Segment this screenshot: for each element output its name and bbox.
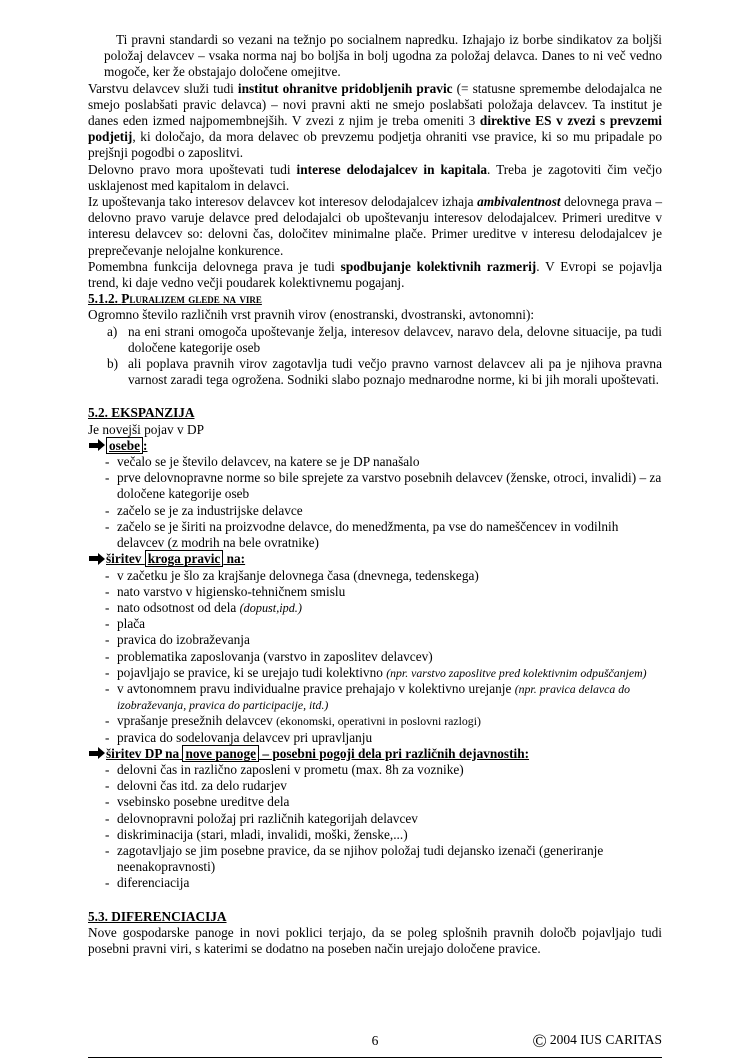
text-run: . Treba je zagotoviti čim večjo usklajenost med kapitalom in delavci. <box>88 161 662 193</box>
copyright <box>532 1031 662 1053</box>
section-heading-5-2 <box>88 405 662 421</box>
list-item-text: plača <box>117 616 146 632</box>
list-item <box>88 713 662 729</box>
paragraph-diferenciacija <box>88 925 662 957</box>
heading-number: 5.1.2. <box>88 291 118 307</box>
arrow-bullet-icon <box>89 751 98 756</box>
list-item-note: (dopust,ipd.) <box>239 600 302 615</box>
dash-marker: - <box>105 875 110 891</box>
arrow-bullet-icon <box>89 443 98 448</box>
document-content <box>88 32 662 957</box>
arrow-heading-pravice <box>89 551 662 567</box>
text-run-bold: direktive ES v zvezi s prevzemi podjetij <box>88 113 662 145</box>
dash-marker: - <box>105 761 110 777</box>
list-item <box>88 843 662 875</box>
text-run: Ogromno število različnih vrst pravnih virov (enostranski, dvostranski, avtonomni): <box>88 307 535 323</box>
paragraph-pojav <box>88 422 662 438</box>
list-item <box>88 632 662 648</box>
text-run: Delovno pravo mora upoštevati tudi <box>88 161 297 177</box>
section-heading-5-1-2 <box>88 291 662 307</box>
dash-marker: - <box>105 616 110 632</box>
dash-marker: - <box>105 842 110 858</box>
text-run: Pomembna funkcija delovnega prava je tudi <box>88 258 341 274</box>
dash-marker: - <box>105 713 110 729</box>
dash-marker: - <box>105 567 110 583</box>
list-item-b <box>88 356 662 388</box>
list-item-text: pravica do sodelovanja delavcev pri upravljanju <box>117 729 373 745</box>
paragraph-kolektivna <box>88 259 662 291</box>
heading-title: 5.3. DIFERENCIACIJA <box>88 908 227 924</box>
text-run-bold-italic: ambivalentnost <box>477 194 561 210</box>
text-run-bold: spodbujanje kolektivnih razmerij <box>340 258 537 274</box>
list-item-text: začelo se je širiti na proizvodne delavce, do menedžmenta, pa vse do nameščencev in vodilnih delavcev (z modrih na bele ovratnike) <box>117 518 619 551</box>
text-run: širitev DP na <box>106 745 183 761</box>
list-item <box>88 649 662 665</box>
copyright-icon: © <box>532 1031 547 1052</box>
list-item <box>88 827 662 843</box>
text-run-bold: interese delodajalcev in kapitala <box>296 161 488 177</box>
heading-title: Pluralizem glede na vire <box>121 291 262 307</box>
dash-marker: - <box>105 454 110 470</box>
list-item-text: nato varstvo v higiensko-tehničnem smislu <box>117 583 346 599</box>
list-item-text: prve delovnopravne norme so bile sprejete za varstvo posebnih delavcev (ženske, otroci, invalidi) – za določene kategorije oseb <box>117 470 662 502</box>
dash-marker: - <box>105 680 110 696</box>
list-item-text: na eni strani omogoča upoštevanje želja, interesov delavcev, naravo dela, delovne situacije, pa tudi določene kategorije oseb <box>128 323 662 355</box>
list-item-text: vprašanje presežnih delavcev <box>117 713 277 729</box>
list-item <box>88 762 662 778</box>
paragraph-ambivalentnost <box>88 194 662 259</box>
arrow-heading-panoge <box>89 746 662 762</box>
text-run: Iz upoštevanja tako interesov delavcev kot interesov delodajalcev izhaja <box>88 194 478 210</box>
list-item <box>88 470 662 502</box>
footer-rule <box>88 1057 662 1058</box>
list-item <box>88 875 662 891</box>
list-item <box>88 681 662 713</box>
list-item-text: pravica do izobraževanja <box>117 632 250 648</box>
text-run-bold: institut ohranitve pridobljenih pravic <box>237 80 453 96</box>
page-footer <box>88 1033 662 1053</box>
list-item <box>88 794 662 810</box>
dash-marker: - <box>105 810 110 826</box>
paragraph-viri <box>88 307 662 323</box>
list-item-text: diferenciacija <box>117 875 190 891</box>
copyright-text: 2004 IUS CARITAS <box>549 1032 662 1047</box>
section-heading-5-3 <box>88 909 662 925</box>
list-item <box>88 454 662 470</box>
text-run: . V Evropi se pojavlja trend, ki daje vedno večji poudarek kolektivnemu pogajanj. <box>88 258 662 291</box>
dash-marker: - <box>105 794 110 810</box>
list-item-text: v avtonomnem pravu individualne pravice prehajajo v kolektivno urejanje <box>117 680 515 696</box>
list-item-text: nato odsotnost od dela <box>117 599 240 615</box>
text-run: Ti pravni standardi so vezani na težnjo po socialnem napredku. Izhajajo iz borbe sindikatov za boljši položaj delavcev – vsaka norma naj bo boljša in bolj ugodna za položaj delavca. Danes to ni več vedno mogoče, ker že obstajajo določene omejitve. <box>104 32 662 80</box>
arrow-heading-label <box>106 550 245 567</box>
dash-marker: - <box>105 729 110 745</box>
dash-marker: - <box>105 826 110 842</box>
list-item <box>88 568 662 584</box>
dash-marker: - <box>105 518 110 534</box>
list-item-text: delovni čas itd. za delo rudarjev <box>117 778 287 794</box>
list-item-text: ali poplava pravnih virov zagotavlja tudi večjo pravno varnost delavcev ali pa je njihova pravna varnost zaradi tega ogrožena. Sodniki slabo poznajo mednarodne norme, ki bi jih morali upoštevati. <box>128 356 662 388</box>
text-run: : <box>143 437 148 453</box>
list-item-text: diskriminacija (stari, mladi, invalidi, moški, ženske,...) <box>117 826 408 842</box>
page-number: 6 <box>371 1033 379 1048</box>
arrow-heading-osebe <box>89 438 662 454</box>
text-run: na: <box>223 551 246 567</box>
text-run: Varstvu delavcev služi tudi <box>88 80 238 96</box>
dash-marker: - <box>105 502 110 518</box>
list-item-text: delovnopravni položaj pri različnih kategorijah delavcev <box>117 810 418 826</box>
heading-title: 5.2. EKSPANZIJA <box>88 405 195 421</box>
text-run: , ki določajo, da mora delavec ob prevzemu podjetja ohraniti vse pravice, ki so mu pripadale po prejšnji pogodbi o zaposlitvi. <box>88 129 662 161</box>
list-item-text: vsebinsko posebne ureditve dela <box>117 794 290 810</box>
dash-marker: - <box>105 583 110 599</box>
text-run: širitev <box>106 551 145 567</box>
list-item-note: (ekonomski, operativni in poslovni razlogi) <box>276 714 481 729</box>
list-item <box>88 778 662 794</box>
list-item <box>88 730 662 746</box>
arrow-heading-label <box>106 745 529 762</box>
list-item-text: delovni čas in različno zaposleni v prometu (max. 8h za voznike) <box>117 761 464 777</box>
list-item <box>88 503 662 519</box>
arrow-heading-label <box>106 437 147 454</box>
list-marker: b) <box>107 356 119 372</box>
list-item <box>88 584 662 600</box>
list-item <box>88 519 662 551</box>
list-item-text: pojavljajo se pravice, ki se urejajo tudi kolektivno <box>117 664 387 680</box>
text-run: Je novejši pojav v DP <box>88 421 204 437</box>
text-run: (= statusne spremembe delodajalca ne smejo poslabšati pravic delavca) – novi pravni akti ne smejo poslabšati položaja delavcev. Ta institut je danes eden izmed najpomembnejših. V zvezi z njim je treba omeniti 3 <box>88 80 663 129</box>
list-item-note: (npr. varstvo zaposlitve pred kolektivnim odpuščanjem) <box>386 665 647 680</box>
paragraph-varstvo <box>88 81 662 162</box>
dash-marker: - <box>105 648 110 664</box>
paragraph-standardi <box>104 32 662 81</box>
boxed-term: osebe <box>106 437 143 454</box>
list-item-a <box>88 324 662 356</box>
list-item <box>88 600 662 616</box>
list-item-text: zagotavljajo se jim posebne pravice, da se njihov položaj tudi dejansko izenači (generiranje neenakopravnosti) <box>117 842 604 875</box>
arrow-bullet-icon <box>89 556 98 561</box>
paragraph-interesi <box>88 162 662 194</box>
text-run: delovnega prava – delovno pravo varuje delavce pred delodajalci ob upoštevanju interesov delodajalcev. Primeri ureditve v interesu delavcev so: delovni čas, določitev minimalne plače. Primer ureditve v interesu delodajalcev je preprečevanje nelojalne konkurence. <box>88 194 662 258</box>
list-item-note: (npr. pravica delavca do izobraževanja, pravica do participacije, itd.) <box>117 681 631 713</box>
dash-marker: - <box>105 599 110 615</box>
list-item <box>88 616 662 632</box>
list-item-text: v začetku je šlo za krajšanje delovnega časa (dnevnega, tedenskega) <box>117 567 479 583</box>
dash-marker: - <box>105 632 110 648</box>
list-item-text: začelo se je za industrijske delavce <box>117 502 303 518</box>
text-run: – posebni pogoji dela pri različnih dejavnostih: <box>259 745 530 761</box>
dash-marker: - <box>105 664 110 680</box>
list-item-text: večalo se je število delavcev, na katere se je DP nanašalo <box>117 454 420 470</box>
list-item <box>88 811 662 827</box>
text-run: Nove gospodarske panoge in novi poklici terjajo, da se poleg splošnih pravnih določb pojavljajo tudi posebni pravni viri, s katerimi se dodatno na poseben način urejajo določene pravice. <box>88 924 662 956</box>
list-item <box>88 665 662 681</box>
boxed-term: kroga pravic <box>145 550 224 567</box>
list-item-text: problematika zaposlovanja (varstvo in zaposlitev delavcev) <box>117 648 433 664</box>
dash-marker: - <box>105 470 110 486</box>
dash-marker: - <box>105 778 110 794</box>
list-marker: a) <box>107 323 118 339</box>
boxed-term: nove panoge <box>182 745 259 762</box>
